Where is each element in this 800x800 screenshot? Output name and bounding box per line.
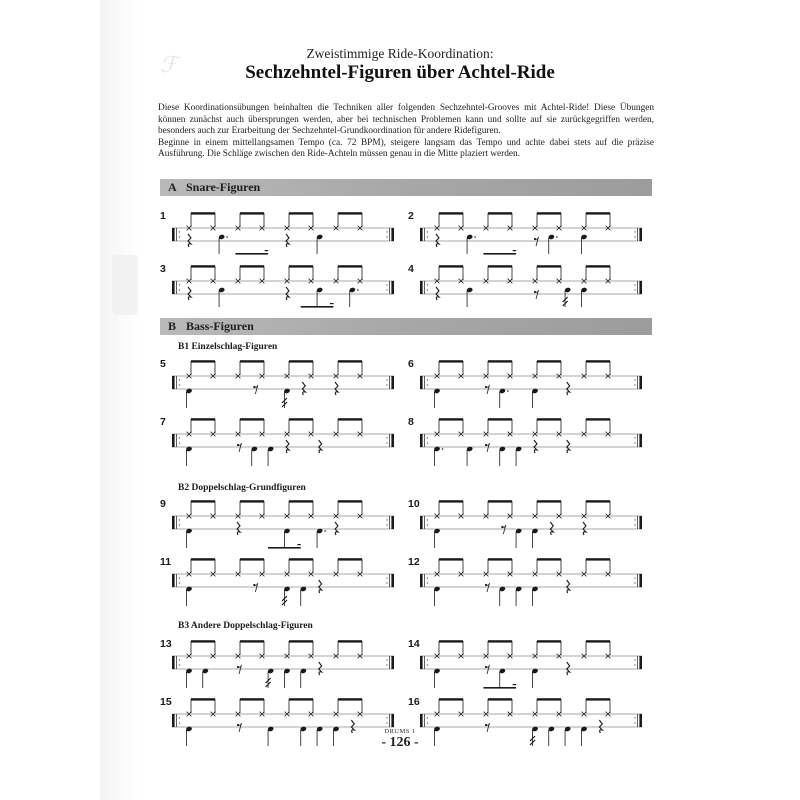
exercise-number: 3 xyxy=(160,263,166,275)
page-binding-shadow xyxy=(100,0,140,800)
exercise-number: 7 xyxy=(160,416,166,428)
exercise-number: 2 xyxy=(408,210,414,222)
exercise-6 xyxy=(408,358,648,420)
exercise-number: 11 xyxy=(160,556,172,568)
page-number: - 126 - xyxy=(381,735,419,750)
section-name: Bass-Figuren xyxy=(186,319,254,333)
drum-staff xyxy=(420,638,665,700)
series-label: DRUMS 1 xyxy=(384,728,416,735)
section-header-a xyxy=(160,179,652,196)
intro-paragraph-1: Diese Koordinationsübungen beinhalten die Techniken aller folgenden Sechzehntel-Grooves mit Achtel-Ride! Diese Übungen können zunächst auch übersprungen werden, aber bei technischen Problemen kann und sollte auf sie zurückgegriffen werden, besonders auch zur Erarbeitung der Sechzehntel-Grundkoordination für andere Ridefiguren. xyxy=(158,103,654,137)
exercise-14 xyxy=(408,638,648,700)
exercise-3 xyxy=(160,263,400,325)
exercise-number: 6 xyxy=(408,358,414,370)
bleed-through-mark: ℱ xyxy=(160,52,178,77)
exercise-number: 8 xyxy=(408,416,414,428)
exercise-4 xyxy=(408,263,648,325)
subsection-b1: B1 Einzelschlag-Figuren xyxy=(178,342,278,352)
exercise-5 xyxy=(160,358,400,420)
drum-staff xyxy=(420,263,665,325)
page-title: Sechzehntel-Figuren über Achtel-Ride xyxy=(245,62,555,83)
exercise-number: 15 xyxy=(160,696,172,708)
drum-staff xyxy=(172,556,417,618)
drum-staff xyxy=(172,416,417,478)
section-name: Snare-Figuren xyxy=(186,180,261,194)
exercise-11 xyxy=(160,556,400,618)
page-edge-tab xyxy=(112,255,138,315)
subsection-b3: B3 Andere Doppelschlag-Figuren xyxy=(178,621,313,631)
drum-staff xyxy=(172,263,417,325)
exercise-number: 4 xyxy=(408,263,414,275)
intro-paragraph-2: Beginne in einem mittellangsamen Tempo (ca. 72 BPM), steigere langsam das Tempo und achte dabei stets auf die präzise Ausführung. Die Schläge zwischen den Ride-Achteln müssen genau in die Mitte plaziert werden. xyxy=(158,137,654,160)
section-letter: B xyxy=(168,319,177,333)
intro-text xyxy=(158,103,654,161)
page-subtitle: Zweistimmige Ride-Koordination: xyxy=(306,46,494,61)
exercise-number: 9 xyxy=(160,498,166,510)
exercise-13 xyxy=(160,638,400,700)
exercise-number: 1 xyxy=(160,210,166,222)
drum-staff xyxy=(420,498,665,560)
drum-staff xyxy=(420,416,665,478)
exercise-number: 14 xyxy=(408,638,420,650)
exercise-number: 5 xyxy=(160,358,166,370)
exercise-12 xyxy=(408,556,648,618)
section-letter: A xyxy=(168,180,177,194)
exercise-9 xyxy=(160,498,400,560)
exercise-number: 13 xyxy=(160,638,172,650)
exercise-number: 16 xyxy=(408,696,420,708)
exercise-7 xyxy=(160,416,400,478)
exercise-number: 12 xyxy=(408,556,420,568)
drum-staff xyxy=(420,358,665,420)
drum-staff xyxy=(420,556,665,618)
drum-staff xyxy=(172,358,417,420)
exercise-number: 10 xyxy=(408,498,420,510)
drum-staff xyxy=(172,638,417,700)
subsection-b2: B2 Doppelschlag-Grundfiguren xyxy=(178,483,306,493)
exercise-10 xyxy=(408,498,648,560)
exercise-8 xyxy=(408,416,648,478)
drum-staff xyxy=(172,498,417,560)
